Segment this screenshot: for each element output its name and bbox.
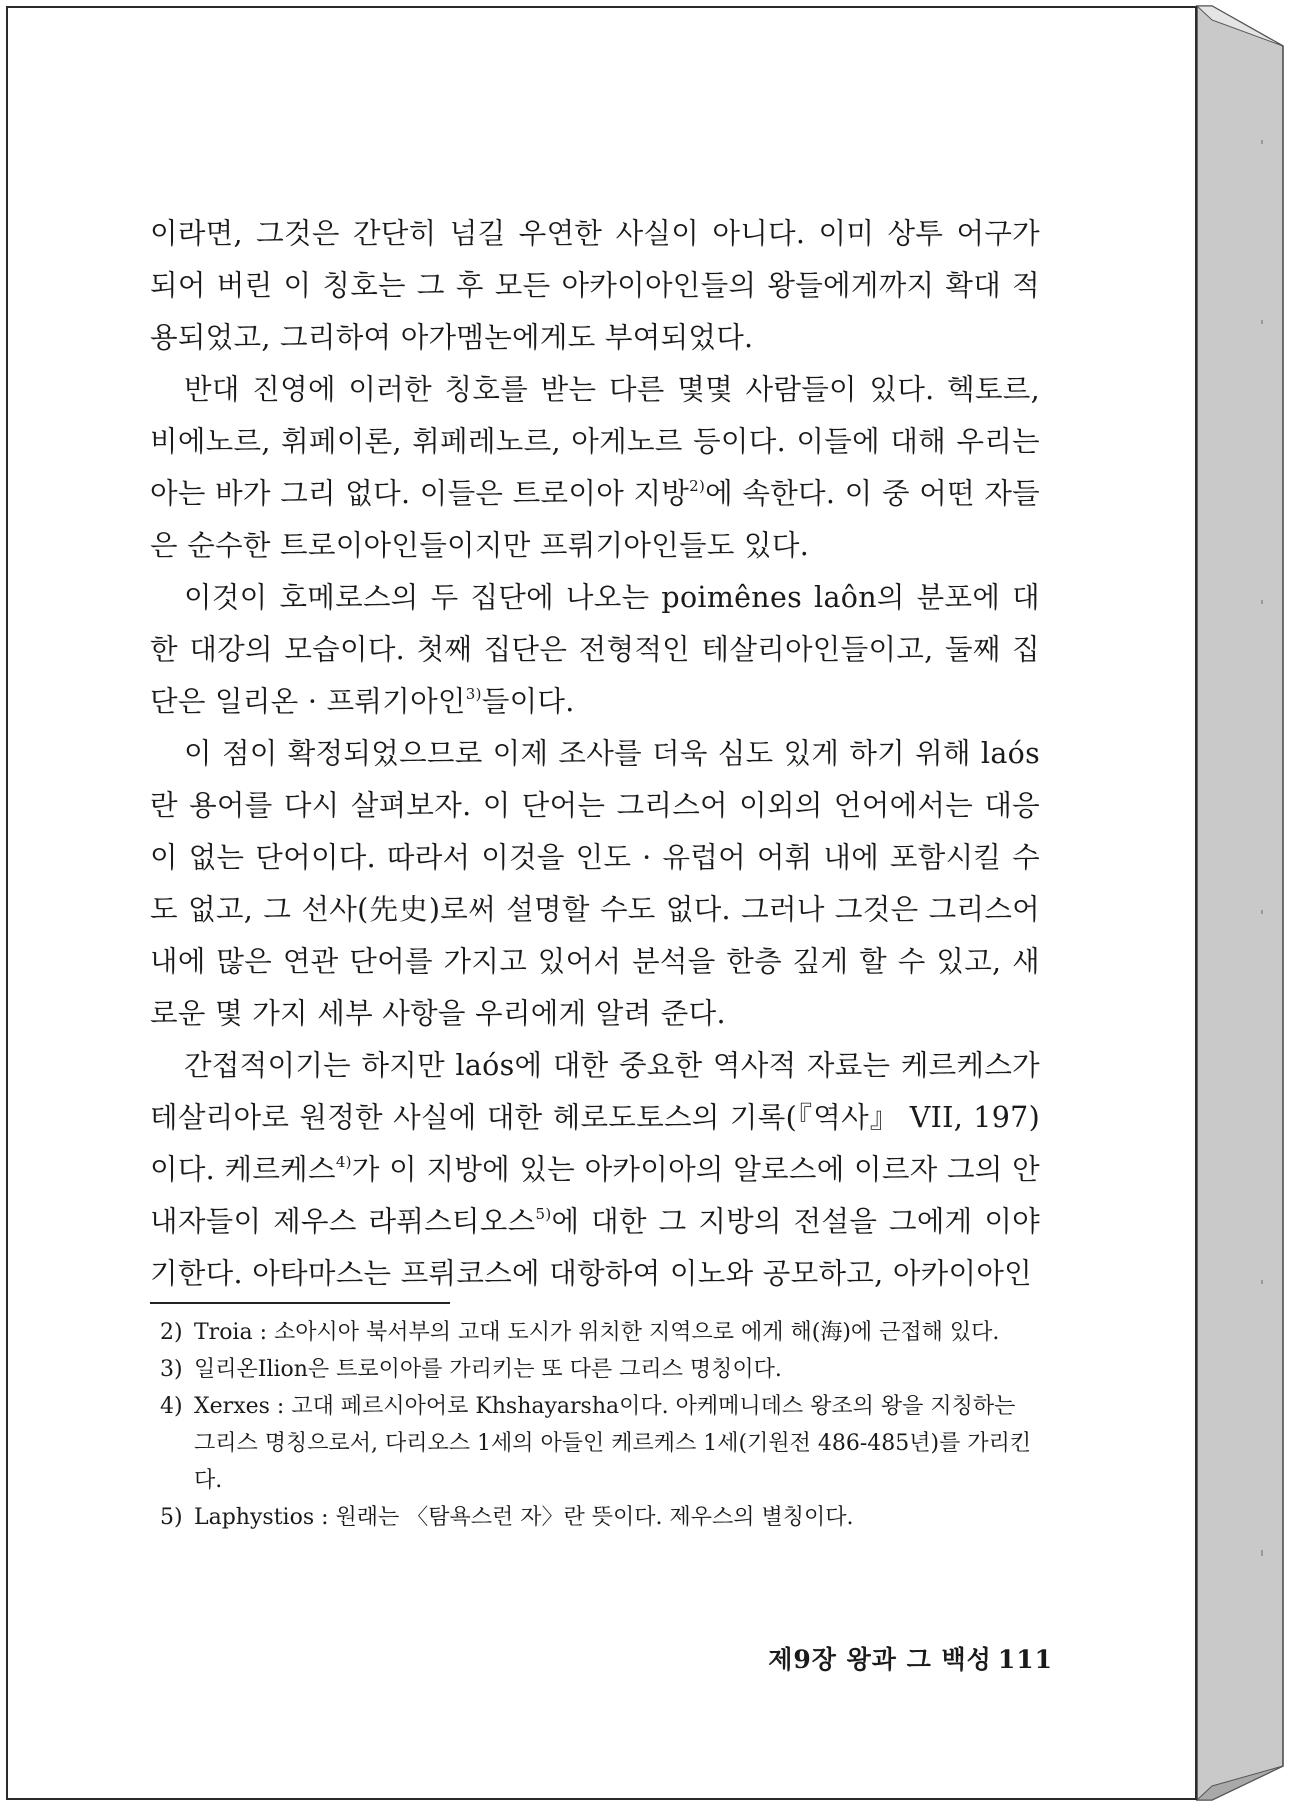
footnote-number: 3): [160, 1357, 183, 1382]
footnote-4: [160, 1388, 1040, 1499]
footnote-3: [160, 1351, 1040, 1388]
paragraph-4: [150, 728, 1040, 1040]
paragraph-text: 이라면, 그것은 간단히 넘길 우연한 사실이 아니다. 이미 상투 어구가 되어 버린 이 칭호는 그 후 모든 아카이아인들의 왕들에게까지 확대 적용되었고, 그리하여 아가멤논에게도 부여되었다.: [150, 217, 1040, 354]
footnote-ref-3[interactable]: 3): [465, 685, 482, 703]
footnote-text: Laphystios : 원래는 〈탐욕스런 자〉란 뜻이다. 제우스의 별칭이다.: [194, 1505, 854, 1530]
paragraph-text: 간접적이기는 하지만 laós에 대한 중요한 역사적 자료는 케르케스가 테살리아로 원정한 사실에 대한 헤로도토스의 기록(『역사』 VII, 197)이다. 케르케스: [150, 1049, 1040, 1186]
footnote-number: 2): [160, 1320, 183, 1345]
footnote-text: 일리온Ilion은 트로이아를 가리키는 또 다른 그리스 명칭이다.: [194, 1357, 782, 1382]
footnote-number: 5): [160, 1505, 183, 1530]
paragraph-3: [150, 572, 1040, 728]
paragraph-2: [150, 364, 1040, 572]
paragraph-text: 이 점이 확정되었으므로 이제 조사를 더욱 심도 있게 하기 위해 laós란 용어를 다시 살펴보자. 이 단어는 그리스어 이외의 언어에서는 대응이 없는 단어이다. 따라서 이것을 인도 · 유럽어 어휘 내에 포함시킬 수도 없고, 그 선사(先史)로써 설명할 수도 없다. 그러나 그것은 그리스어 내에 많은 연관 단어를 가지고 있어서 분석을 한층 깊게 할 수 있고, 새로운 몇 가지 세부 사항을 우리에게 알려 준다.: [150, 737, 1040, 1030]
paragraph-text: 반대 진영에 이러한 칭호를 받는 다른 몇몇 사람들이 있다. 헥토르, 비에노르, 휘페이론, 휘페레노르, 아게노르 등이다. 이들에 대해 우리는 아는 바가 그리 없다. 이들은 트로이아 지방: [150, 373, 1040, 510]
paragraph-text: 에 대한 그 지방의 전설을 그에게 이야기한다. 아타마스는 프뤼코스에 대항하여 이노와 공모하고, 아카이아인: [150, 1205, 1040, 1290]
body-text: [150, 208, 1040, 1300]
chapter-title: 제9장 왕과 그 백성: [768, 1645, 992, 1674]
footnote-ref-4[interactable]: 4): [335, 1153, 352, 1171]
footnotes: [160, 1314, 1040, 1536]
paragraph-text: 들이다.: [481, 685, 575, 718]
footnote-ref-2[interactable]: 2): [689, 477, 706, 495]
footnote-number: 4): [160, 1394, 183, 1419]
footnote-text: Troia : 소아시아 북서부의 고대 도시가 위치한 지역으로 에게 해(海)에 근접해 있다.: [194, 1320, 1000, 1345]
page-number: 111: [997, 1645, 1053, 1674]
paragraph-text: 가 이 지방에 있는 아카이아의 알로스에 이르자 그의 안내자들이 제우스 라퓌스티오스: [150, 1153, 1040, 1238]
paragraph-5: [150, 1040, 1040, 1300]
paragraph-text: 에 속한다. 이 중 어떤 자들은 순수한 트로이아인들이지만 프뤼기아인들도 있다.: [150, 477, 1040, 562]
footnote-5: [160, 1499, 1040, 1536]
running-footer: [762, 1640, 1053, 1676]
paragraph-1: [150, 208, 1040, 364]
footnote-2: [160, 1314, 1040, 1351]
footnote-text: Xerxes : 고대 페르시아어로 Khshayarsha이다. 아케메니데스 왕조의 왕을 지칭하는 그리스 명칭으로서, 다리오스 1세의 아들인 케르케스 1세(기원전 486-485년)를 가리킨다.: [194, 1394, 1032, 1493]
paragraph-text: 이것이 호메로스의 두 집단에 나오는 poimênes laôn의 분포에 대한 대강의 모습이다. 첫째 집단은 전형적인 테살리아인들이고, 둘째 집단은 일리온 · 프뤼기아인: [150, 581, 1040, 718]
footnote-ref-5[interactable]: 5): [535, 1205, 552, 1223]
footnote-divider: [150, 1302, 450, 1304]
